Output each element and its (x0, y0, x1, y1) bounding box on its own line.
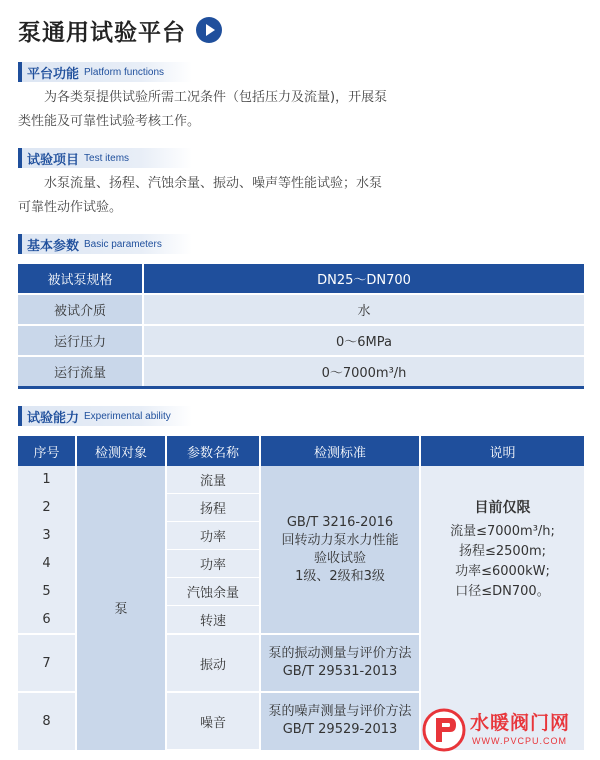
section-title-en: Experimental ability (84, 410, 171, 422)
row-number: 6 (18, 606, 76, 635)
standard-line: GB/T 29531-2013 (282, 664, 398, 679)
column-header: 参数名称 (166, 436, 260, 466)
play-button[interactable] (196, 17, 222, 43)
section-title-cn: 试验项目 (27, 152, 80, 168)
param-name: 汽蚀余量 (166, 578, 260, 606)
test-items-description: 水泵流量、扬程、汽蚀余量、振动、噪声等性能试验；水泵可靠性动作试验。 (18, 176, 383, 215)
row-number: 7 (18, 634, 76, 692)
standard-noise (260, 692, 420, 750)
row-number: 3 (18, 522, 76, 550)
basic-parameters-table (18, 264, 584, 389)
param-key: 运行压力 (18, 325, 143, 356)
section-title-en: Platform functions (84, 66, 165, 78)
section-title-en: Basic parameters (84, 238, 162, 250)
note-line: 口径≤DN700。 (455, 584, 550, 599)
standard-line: 回转动力泵水力性能 (281, 532, 399, 548)
standard-vibration (260, 634, 420, 692)
column-header: 说明 (420, 436, 584, 466)
section-title-cn: 基本参数 (27, 238, 80, 254)
param-value: 水 (143, 294, 584, 325)
param-value: 0～7000m³/h (143, 356, 584, 388)
section-ribbon (22, 148, 192, 168)
table-row (18, 466, 584, 494)
param-value: DN25～DN700 (143, 264, 584, 294)
row-number: 4 (18, 550, 76, 578)
standard-line: 1级、2级和3级 (295, 568, 385, 584)
row-number: 8 (18, 692, 76, 750)
param-name: 扬程 (166, 494, 260, 522)
param-value: 0～6MPa (143, 325, 584, 356)
param-name: 功率 (166, 522, 260, 550)
table-row (18, 264, 584, 294)
standard-line: GB/T 29529-2013 (282, 722, 398, 738)
standard-main (260, 466, 420, 634)
param-key: 运行流量 (18, 356, 143, 388)
param-name: 流量 (166, 466, 260, 494)
standard-line: 泵的噪声测量与评价方法 (268, 704, 412, 720)
param-key: 被试泵规格 (18, 264, 143, 294)
standard-line: 泵的振动测量与评价方法 (268, 646, 412, 661)
table-header-row (18, 436, 584, 466)
section-ribbon (22, 62, 192, 82)
table-row (18, 294, 584, 325)
row-number: 5 (18, 578, 76, 606)
section-title-en: Test items (84, 152, 130, 164)
section-ribbon (22, 406, 192, 426)
section-basic-parameters (18, 232, 194, 256)
standard-line: 验收试验 (313, 550, 366, 566)
section-experimental-ability (18, 404, 194, 428)
section-title-cn: 试验能力 (27, 410, 80, 426)
platform-description: 为各类泵提供试验所需工况条件（包括压力及流量)，开展泵类性能及可靠性试验考核工作。 (18, 90, 388, 129)
standard-line: GB/T 3216-2016 (286, 514, 394, 530)
note-line: 扬程≤2500m; (458, 544, 547, 559)
page-header (18, 12, 222, 48)
experimental-ability-table (18, 436, 584, 750)
watermark-url: WWW.PVCPU.COM (472, 736, 567, 746)
table-row (18, 325, 584, 356)
section-ribbon (22, 234, 192, 254)
column-header: 序号 (18, 436, 76, 466)
note-line: 功率≤6000kW; (455, 564, 550, 579)
table-row (18, 356, 584, 388)
param-name: 振动 (166, 634, 260, 692)
site-watermark (420, 704, 600, 756)
play-icon (196, 17, 222, 43)
column-header: 检测对象 (76, 436, 166, 466)
section-test-items (18, 146, 194, 170)
param-name: 噪音 (166, 692, 260, 750)
note-line: 流量≤7000m³/h; (450, 524, 555, 539)
column-header: 检测标准 (260, 436, 420, 466)
row-number: 2 (18, 494, 76, 522)
page-title: 泵通用试验平台 (18, 19, 186, 46)
section-platform-functions (18, 60, 194, 84)
description-note (420, 466, 584, 634)
param-key: 被试介质 (18, 294, 143, 325)
param-name: 转速 (166, 606, 260, 635)
param-name: 功率 (166, 550, 260, 578)
row-number: 1 (18, 466, 76, 494)
section-title-cn: 平台功能 (27, 66, 80, 82)
test-object: 泵 (76, 466, 166, 750)
watermark-title: 水暖阀门网 (470, 712, 571, 734)
note-title: 目前仅限 (474, 500, 531, 516)
